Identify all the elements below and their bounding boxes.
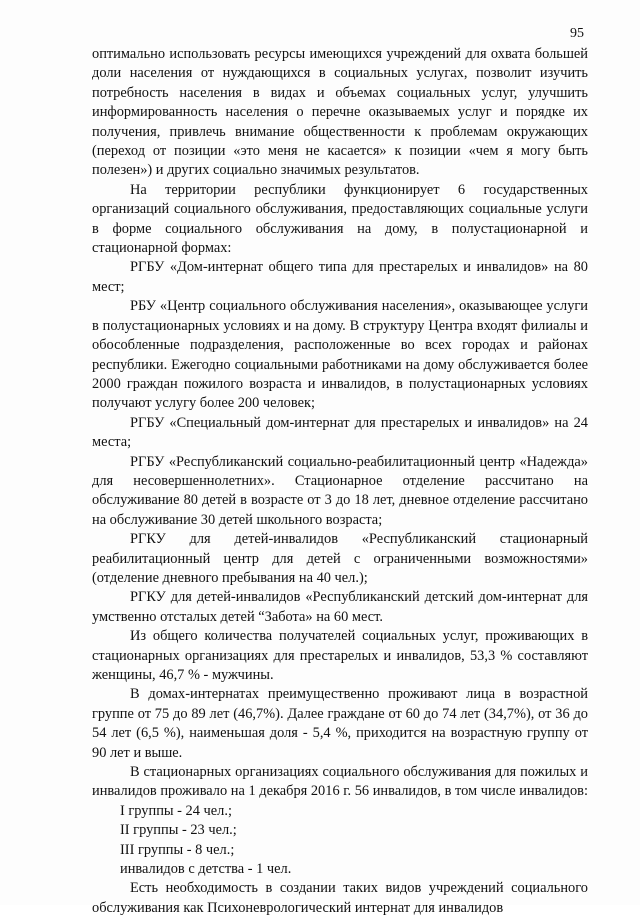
paragraph: РГБУ «Республиканский социально-реабилитационный центр «Надежда» для несовершеннолетних». Стационарное отделение рассчитано на обслуживание 80 детей в возрасте от 3 до 18 лет, дневное отделение рассчитано на обслуживание 30 детей школьного возраста; [92,453,588,528]
body-text [92,45,588,918]
paragraph: В стационарных организациях социального обслуживания для пожилых и инвалидов проживало на 1 декабря 2016 г. 56 инвалидов, в том числе инвалидов: [92,764,588,800]
paragraph: РГКУ для детей-инвалидов «Республиканский стационарный реабилитационный центр для детей с ограниченными возможностями» (отделение дневного пребывания на 40 чел.); [92,531,588,586]
page-number: 95 [570,26,584,41]
list-item: инвалидов с детства - 1 чел. [120,861,292,878]
paragraph: оптимально использовать ресурсы имеющихся учреждений для охвата большей доли населения от нуждающихся в социальных услугах, позволит изучить потребность населения в видах и объемах социальных услуг, улучшить информированность населения о перечне оказываемых услуг и порядке их получения, привлечь внимание общественности к проблемам окружающих (переход от позиции «это меня не касается» к позиции «чем я могу быть полезен») и других социально значимых результатов. [92,46,588,179]
list-item: III группы - 8 чел.; [120,841,235,858]
paragraph: На территории республики функционирует 6 государственных организаций социального обслуживания, предоставляющих социальные услуги в форме социального обслуживания на дому, в полустационарной и стационарной формах: [92,181,588,257]
paragraph: В домах-интернатах преимущественно проживают лица в возрастной группе от 75 до 89 лет (46,7%). Далее граждане от 60 до 74 лет (34,7%), от 36 до 54 лет (6,5 %), наименьшая доля - 5,4 %, приходится на возрастную группу от 90 лет и выше. [92,686,588,761]
list-item: II группы - 23 чел.; [120,822,237,839]
list-item: I группы - 24 чел.; [120,802,232,819]
paragraph: Из общего количества получателей социальных услуг, проживающих в стационарных организациях для престарелых и инвалидов, 53,3 % составляют женщины, 46,7 % - мужчины. [92,628,588,683]
closing-paragraph: Есть необходимость в создании таких видов учреждений социального обслуживания как Психоневрологический интернат для инвалидов [92,880,588,916]
paragraph: РБУ «Центр социального обслуживания населения», оказывающее услуги в полустационарных условиях и на дому. В структуру Центра входят филиалы и обособленные подразделения, расположенные во всех городах и районах республики. Ежегодно социальными работниками на дому обслуживается более 2000 граждан пожилого возраста и инвалидов, в полустационарных условиях получают услугу более 200 человек; [92,298,588,412]
paragraph: РГБУ «Специальный дом-интернат для престарелых и инвалидов» на 24 места; [92,414,588,451]
paragraph: РГКУ для детей-инвалидов «Республиканский детский дом-интернат для умственно отсталых детей “Забота» на 60 мест. [92,589,588,625]
paragraph: РГБУ «Дом-интернат общего типа для престарелых и инвалидов» на 80 мест; [92,259,588,295]
